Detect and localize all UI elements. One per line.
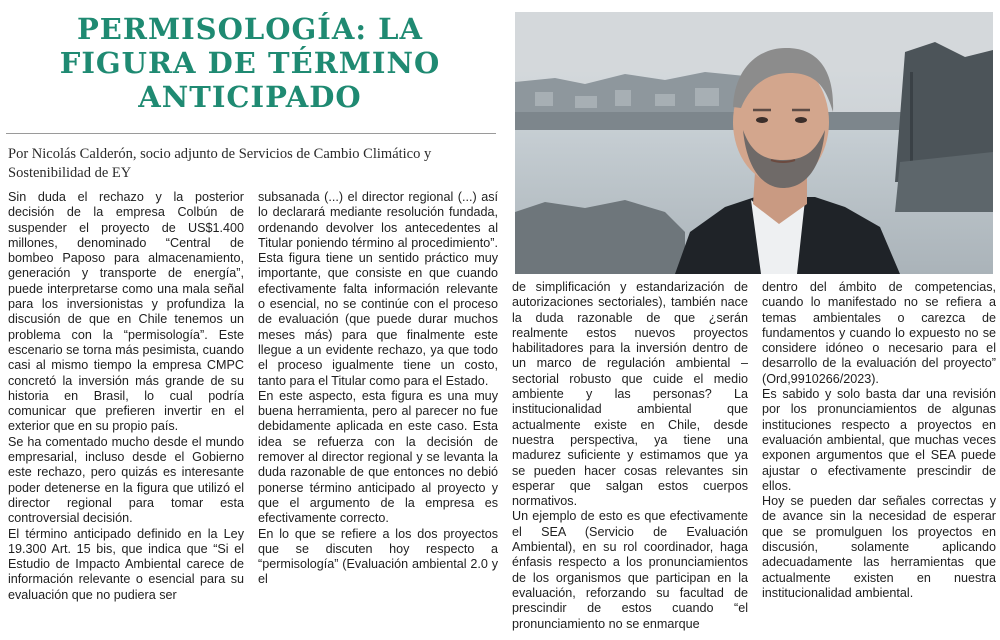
headline-line: PERMISOLOGÍA: LA <box>76 12 424 46</box>
paragraph: Sin duda el rechazo y la posterior decisión de la empresa Colbún de suspender el proyecto de US$1.400 millones, denominado “Central de bombeo Paposo para almacenamiento, generación y transporte de energía”, puede interpretarse como una mala señal para los inversionistas y profundiza la discusión de que en Chile tenemos un problema con la “permisología”. Este escenario se torna más pesimista, cuando casi al mismo tiempo la empresa CMPC concretó la inversión más grande de su historia en Brasil, lo cual podría comunicar que prefieren invertir en el exterior que en su propio país. <box>8 190 244 434</box>
headline-line: FIGURA DE TÉRMINO <box>59 46 441 80</box>
article-column-3 <box>512 280 748 632</box>
paragraph: de simplificación y estandarización de autorizaciones sectoriales), también nace la duda razonable de que ¿serán realmente estos nuevos proyectos habilitadores para la inversión dentro de un marco de regulación ambiental – sectorial robusto que cuide el medio ambiente y las personas? La institucionalidad ambiental que actualmente existe en Chile, desde nuestra perspectiva, ya tiene una madurez suficiente y estimamos que ya se pueden hacer cosas relevantes sin esperar que salgan estos cuerpos normativos. <box>512 280 748 509</box>
paragraph: dentro del ámbito de competencias, cuando lo manifestado no se refiera a temas ambientales o carezca de fundamentos y cuando lo expuesto no se considere idóneo o necesario para el desarrollo de la evaluación del proyecto” (Ord,9910266/2023). <box>762 280 996 386</box>
paragraph: subsanada (...) el director regional (...) así lo declarará mediante resolución fundada, ordenando devolver los antecedentes al Titular poniendo término al procedimiento”. Esta figura tiene un sentido práctico muy importante, que consiste en que cuando efectivamente falta información relevante o esencial, no se continúe con el proceso de evaluación (que puede durar muchos meses más) para que finalmente este llegue a un evidente rechazo, ya que todo el proceso igualmente tiene un costo, tanto para el Titular como para el Estado. <box>258 190 498 388</box>
paragraph: En lo que se refiere a los dos proyectos que se discuten hoy respecto a “permisología” (Evaluación ambiental 2.0 y el <box>258 526 498 587</box>
headline-line: ANTICIPADO <box>138 80 362 114</box>
paragraph: Se ha comentado mucho desde el mundo empresarial, incluso desde el Gobierno este rechazo, pero quizás es interesante poder detenerse en la figura que utilizó el director regional para tomar esta controversial decisión. <box>8 434 244 526</box>
paragraph: En este aspecto, esta figura es una muy buena herramienta, pero al parecer no fue debidamente aplicada en este caso. Esta idea se refuerza con la decisión de remover al director regional y se levanta la duda razonable de que entonces no debió ponerse término anticipado al proyecto y que el argumento de la empresa es efectivamente correcto. <box>258 388 498 526</box>
article-column-4 <box>762 280 996 601</box>
article-column-2 <box>258 190 498 588</box>
article-column-1 <box>8 190 244 603</box>
paragraph: El término anticipado definido en la Ley 19.300 Art. 15 bis, que indica que “Si el Estudio de Impacto Ambiental carece de información relevante o esencial para su evaluación que no pudiera ser <box>8 526 244 602</box>
author-photo <box>515 12 993 274</box>
article-headline <box>0 12 500 114</box>
paragraph: Hoy se pueden dar señales correctas y de avance sin la necesidad de esperar que se promulguen los proyectos en discusión, solamente aplicando adecuadamente las herramientas que actualmente existen en nuestra institucionalidad ambiental. <box>762 494 996 600</box>
byline: Por Nicolás Calderón, socio adjunto de Servicios de Cambio Climático y Sostenibilidad de EY <box>8 146 432 181</box>
paragraph: Un ejemplo de esto es que efectivamente el SEA (Servicio de Evaluación Ambiental), en su rol coordinador, haga énfasis respecto a los pronunciamientos de los organismos que participan en la evaluación, reforzando su facultad de prescindir de estos cuando “el pronunciamiento no se enmarque <box>512 509 748 631</box>
paragraph: Es sabido y solo basta dar una revisión por los pronunciamientos de algunas instituciones respecto a proyectos en evaluación ambiental, que muchas veces exponen argumentos que el SEA puede ajustar o efectivamente prescindir de ellos. <box>762 387 996 493</box>
headline-divider <box>6 133 496 134</box>
